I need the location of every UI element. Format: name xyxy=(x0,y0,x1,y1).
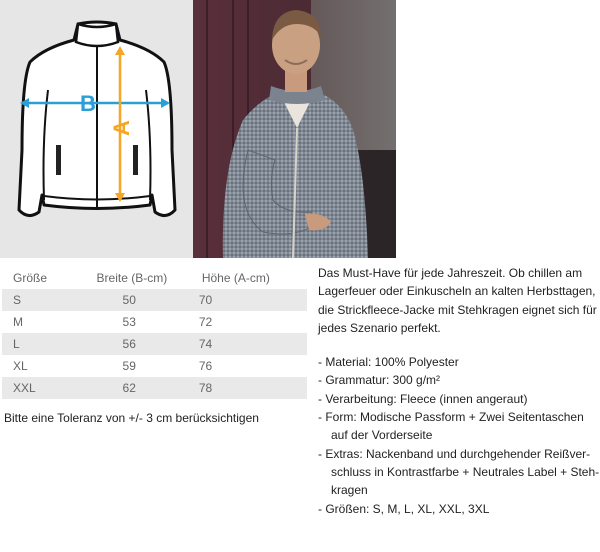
product-description xyxy=(318,264,600,518)
height-cell: 70 xyxy=(191,289,307,311)
width-cell: 50 xyxy=(86,289,191,311)
spec-list xyxy=(318,353,600,518)
width-cell: 59 xyxy=(122,359,136,373)
jacket-outline-icon xyxy=(0,0,193,258)
label-b: B xyxy=(80,91,96,116)
header-height: Höhe (A-cm) xyxy=(201,271,270,285)
height-cell: 76 xyxy=(198,359,213,373)
model-wearing-jacket-image xyxy=(193,0,396,258)
height-cell: 72 xyxy=(198,315,213,329)
width-cell: 62 xyxy=(86,377,191,399)
product-photo xyxy=(193,0,396,258)
width-cell: 56 xyxy=(86,333,191,355)
table-row xyxy=(2,289,307,311)
size-diagram xyxy=(0,0,193,258)
table-row xyxy=(2,311,307,333)
width-cell: 53 xyxy=(122,315,136,329)
size-table xyxy=(2,267,307,399)
size-cell: M xyxy=(13,315,23,329)
spec-item: - Größen: S, M, L, XL, XXL, 3XL xyxy=(318,501,490,516)
size-table-header xyxy=(2,267,307,289)
spec-item: - Verarbeitung: Fleece (innen angeraut) xyxy=(318,391,528,406)
height-cell: 78 xyxy=(191,377,307,399)
height-cell: 74 xyxy=(191,333,307,355)
label-a: A xyxy=(109,120,134,136)
size-cell: S xyxy=(2,289,86,311)
spec-item: - Form: Modische Passform + Zwei Seitentaschen auf der Vorderseite xyxy=(318,410,584,443)
size-cell: L xyxy=(2,333,86,355)
table-row xyxy=(2,355,307,377)
table-row xyxy=(2,333,307,355)
table-row xyxy=(2,377,307,399)
header-size: Größe xyxy=(13,271,48,285)
spec-item: - Material: 100% Polyester xyxy=(318,355,459,370)
size-cell: XL xyxy=(13,359,28,373)
tolerance-note: Bitte eine Toleranz von +/- 3 cm berücksichtigen xyxy=(4,411,259,425)
spec-item: - Grammatur: 300 g/m² xyxy=(318,373,441,388)
header-width: Breite (B-cm) xyxy=(96,271,168,285)
size-cell: XXL xyxy=(2,377,86,399)
description-intro: Das Must-Have für jede Jahreszeit. Ob chillen am Lagerfeuer oder Einkuscheln an kalten Herbsttagen, die Strickfleece-Jacke mit Stehkragen eignet sich für jedes Szenario perfekt. xyxy=(318,266,597,335)
spec-item: - Extras: Nackenband und durchgehender Reißver-schluss in Kontrastfarbe + Neutrales Label + Steh-kragen xyxy=(318,446,600,498)
